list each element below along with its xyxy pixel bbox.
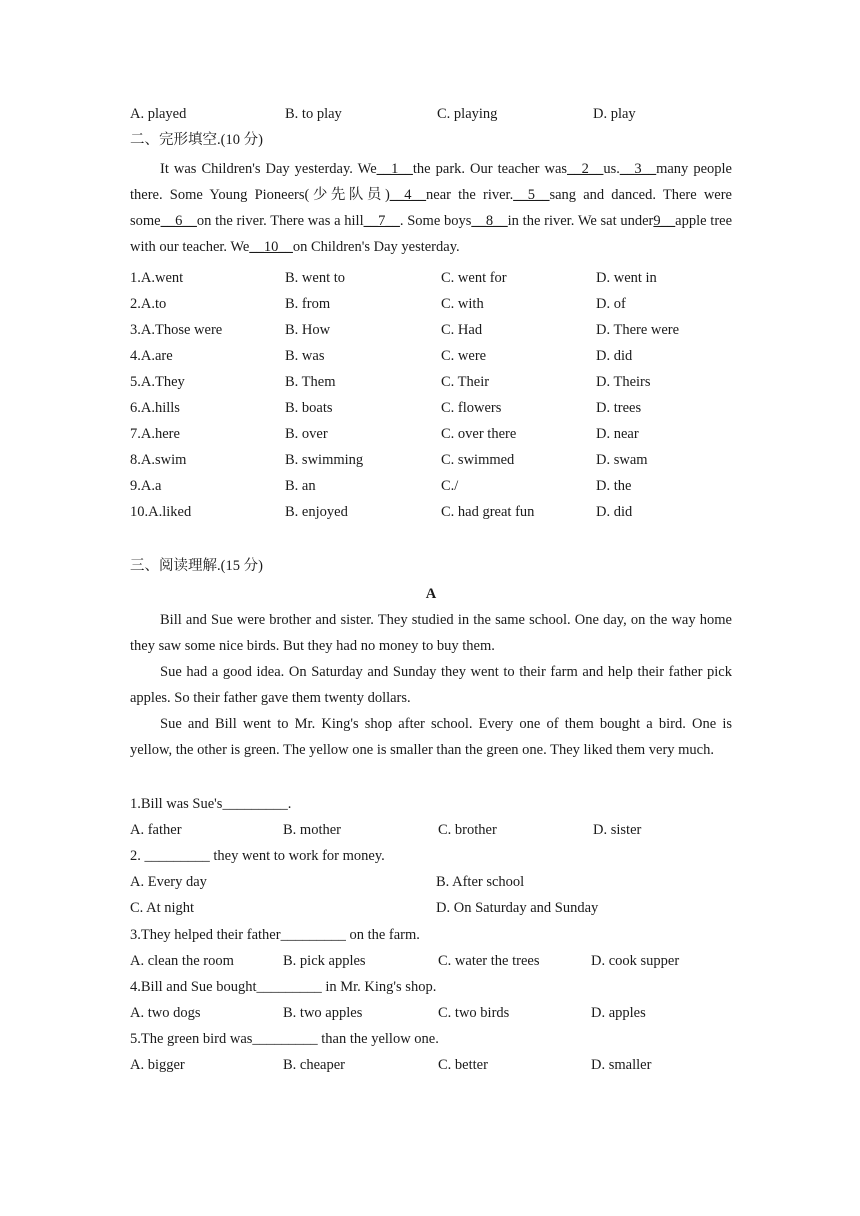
q3-option-d: D. There were [596,322,680,338]
cloze-text-11: on Children's Day yesterday. [292,239,460,255]
q8-option-c: C. swimmed [441,452,515,468]
cloze-text-7: on the river. There was a hill [196,213,364,229]
rq4-option-b: B. two apples [283,1005,363,1021]
q10-option-a: 10.A.liked [130,504,192,520]
cloze-blank-8: __8__ [471,213,508,229]
rq3-option-d: D. cook supper [591,953,680,969]
q10-option-d: D. did [596,504,633,520]
q7-option-c: C. over there [441,426,517,442]
q1-option-a: 1.A.went [130,270,184,286]
q2-option-d: D. of [596,296,626,312]
cloze-text-8: . Some boys [399,213,472,229]
q6-option-a: 6.A.hills [130,400,180,416]
rq3-option-a: A. clean the room [130,953,234,969]
q2-option-c: C. with [441,296,484,312]
rq2-option-c: C. At night [130,900,195,916]
cloze-text-9: in the river. We sat under [507,213,654,229]
q5-option-d: D. Theirs [596,374,651,390]
rq5-option-d: D. smaller [591,1057,652,1073]
cloze-text-3: us. [603,161,620,177]
q3-option-a: 3.A.Those were [130,322,223,338]
rq4-option-a: A. two dogs [130,1005,201,1021]
rq2-option-a: A. Every day [130,874,207,890]
reading-q4-stem: 4.Bill and Sue bought_________ in Mr. King's shop. [130,979,437,995]
q7-option-d: D. near [596,426,639,442]
q8-option-d: D. swam [596,452,648,468]
rq3-option-c: C. water the trees [438,953,540,969]
q3-option-c: C. Had [441,322,483,338]
cloze-text-1: It was Children's Day yesterday. We [160,161,377,177]
q1-option-d: D. went in [596,270,657,286]
rq2-option-b: B. After school [436,874,525,890]
rq4-option-c: C. two birds [438,1005,510,1021]
cloze-text-10: apple tree with our teacher. We [130,213,733,255]
q6-option-b: B. boats [285,400,333,416]
passage-paragraph-1: Bill and Sue were brother and sister. They studied in the same school. One day, on the way home they saw some nice birds. But they had no money to buy them. [130,612,732,654]
q9-option-c: C./ [441,478,459,494]
q8-option-a: 8.A.swim [130,452,187,468]
q1-option-c: C. went for [441,270,507,286]
q5-option-b: B. Them [285,374,336,390]
option-c: C. playing [437,106,498,122]
passage-paragraph-3: Sue and Bill went to Mr. King's shop after school. Every one of them bought a bird. One is yellow, the other is green. The yellow one is smaller than the green one. They liked them very much. [130,716,732,758]
rq2-option-d: D. On Saturday and Sunday [436,900,599,916]
rq1-option-d: D. sister [593,822,642,838]
cloze-blank-6: __6__ [160,213,197,229]
reading-q1-stem: 1.Bill was Sue's_________. [130,796,292,812]
q9-option-d: D. the [596,478,632,494]
q4-option-c: C. were [441,348,487,364]
rq4-option-d: D. apples [591,1005,646,1021]
q7-option-b: B. over [285,426,328,442]
cloze-blank-10: __10__ [249,239,293,255]
q6-option-c: C. flowers [441,400,502,416]
q1-option-b: B. went to [285,270,346,286]
cloze-blank-2: __2__ [567,161,604,177]
q4-option-d: D. did [596,348,633,364]
rq1-option-c: C. brother [438,822,497,838]
section2-heading: 二、完形填空.(10 分) [130,132,263,148]
q10-option-b: B. enjoyed [285,504,348,520]
rq1-option-a: A. father [130,822,182,838]
cloze-text-6: sang and danced. There were some [130,187,732,229]
q5-option-a: 5.A.They [130,374,185,390]
option-d: D. play [593,106,636,122]
rq5-option-c: C. better [438,1057,488,1073]
option-a: A. played [130,106,187,122]
q2-option-a: 2.A.to [130,296,167,312]
section3-heading: 三、阅读理解.(15 分) [130,558,263,574]
q3-option-b: B. How [285,322,331,338]
q6-option-d: D. trees [596,400,642,416]
passage-title: A [425,586,437,602]
q5-option-c: C. Their [441,374,490,390]
reading-q2-stem: 2. _________ they went to work for money. [130,848,385,864]
q4-option-a: 4.A.are [130,348,173,364]
option-b: B. to play [285,106,342,122]
cloze-blank-5: __5__ [513,187,550,203]
reading-passage [130,607,732,763]
q7-option-a: 7.A.here [130,426,180,442]
cloze-blank-1: __1__ [376,161,413,177]
q4-option-b: B. was [285,348,325,364]
rq3-option-b: B. pick apples [283,953,366,969]
q9-option-b: B. an [285,478,316,494]
q10-option-c: C. had great fun [441,504,535,520]
cloze-text-5: near the river. [426,187,514,203]
rq1-option-b: B. mother [283,822,341,838]
passage-paragraph-2: Sue had a good idea. On Saturday and Sunday they went to their farm and help their father pick apples. So their father gave them twenty dollars. [130,664,732,706]
cloze-blank-4: __4__ [389,187,427,203]
cloze-blank-7: __7__ [363,213,400,229]
rq5-option-b: B. cheaper [283,1057,345,1073]
cloze-blank-9: 9__ [653,213,676,229]
q8-option-b: B. swimming [285,452,364,468]
q9-option-a: 9.A.a [130,478,162,494]
cloze-text-2: the park. Our teacher was [412,161,568,177]
rq5-option-a: A. bigger [130,1057,185,1073]
q2-option-b: B. from [285,296,331,312]
reading-q5-stem: 5.The green bird was_________ than the yellow one. [130,1031,439,1047]
cloze-passage [130,156,732,260]
reading-q3-stem: 3.They helped their father_________ on the farm. [130,927,420,943]
cloze-blank-3: __3__ [619,161,657,177]
cloze-text-4: many people there. Some Young Pioneers(少先队员) [130,161,732,203]
